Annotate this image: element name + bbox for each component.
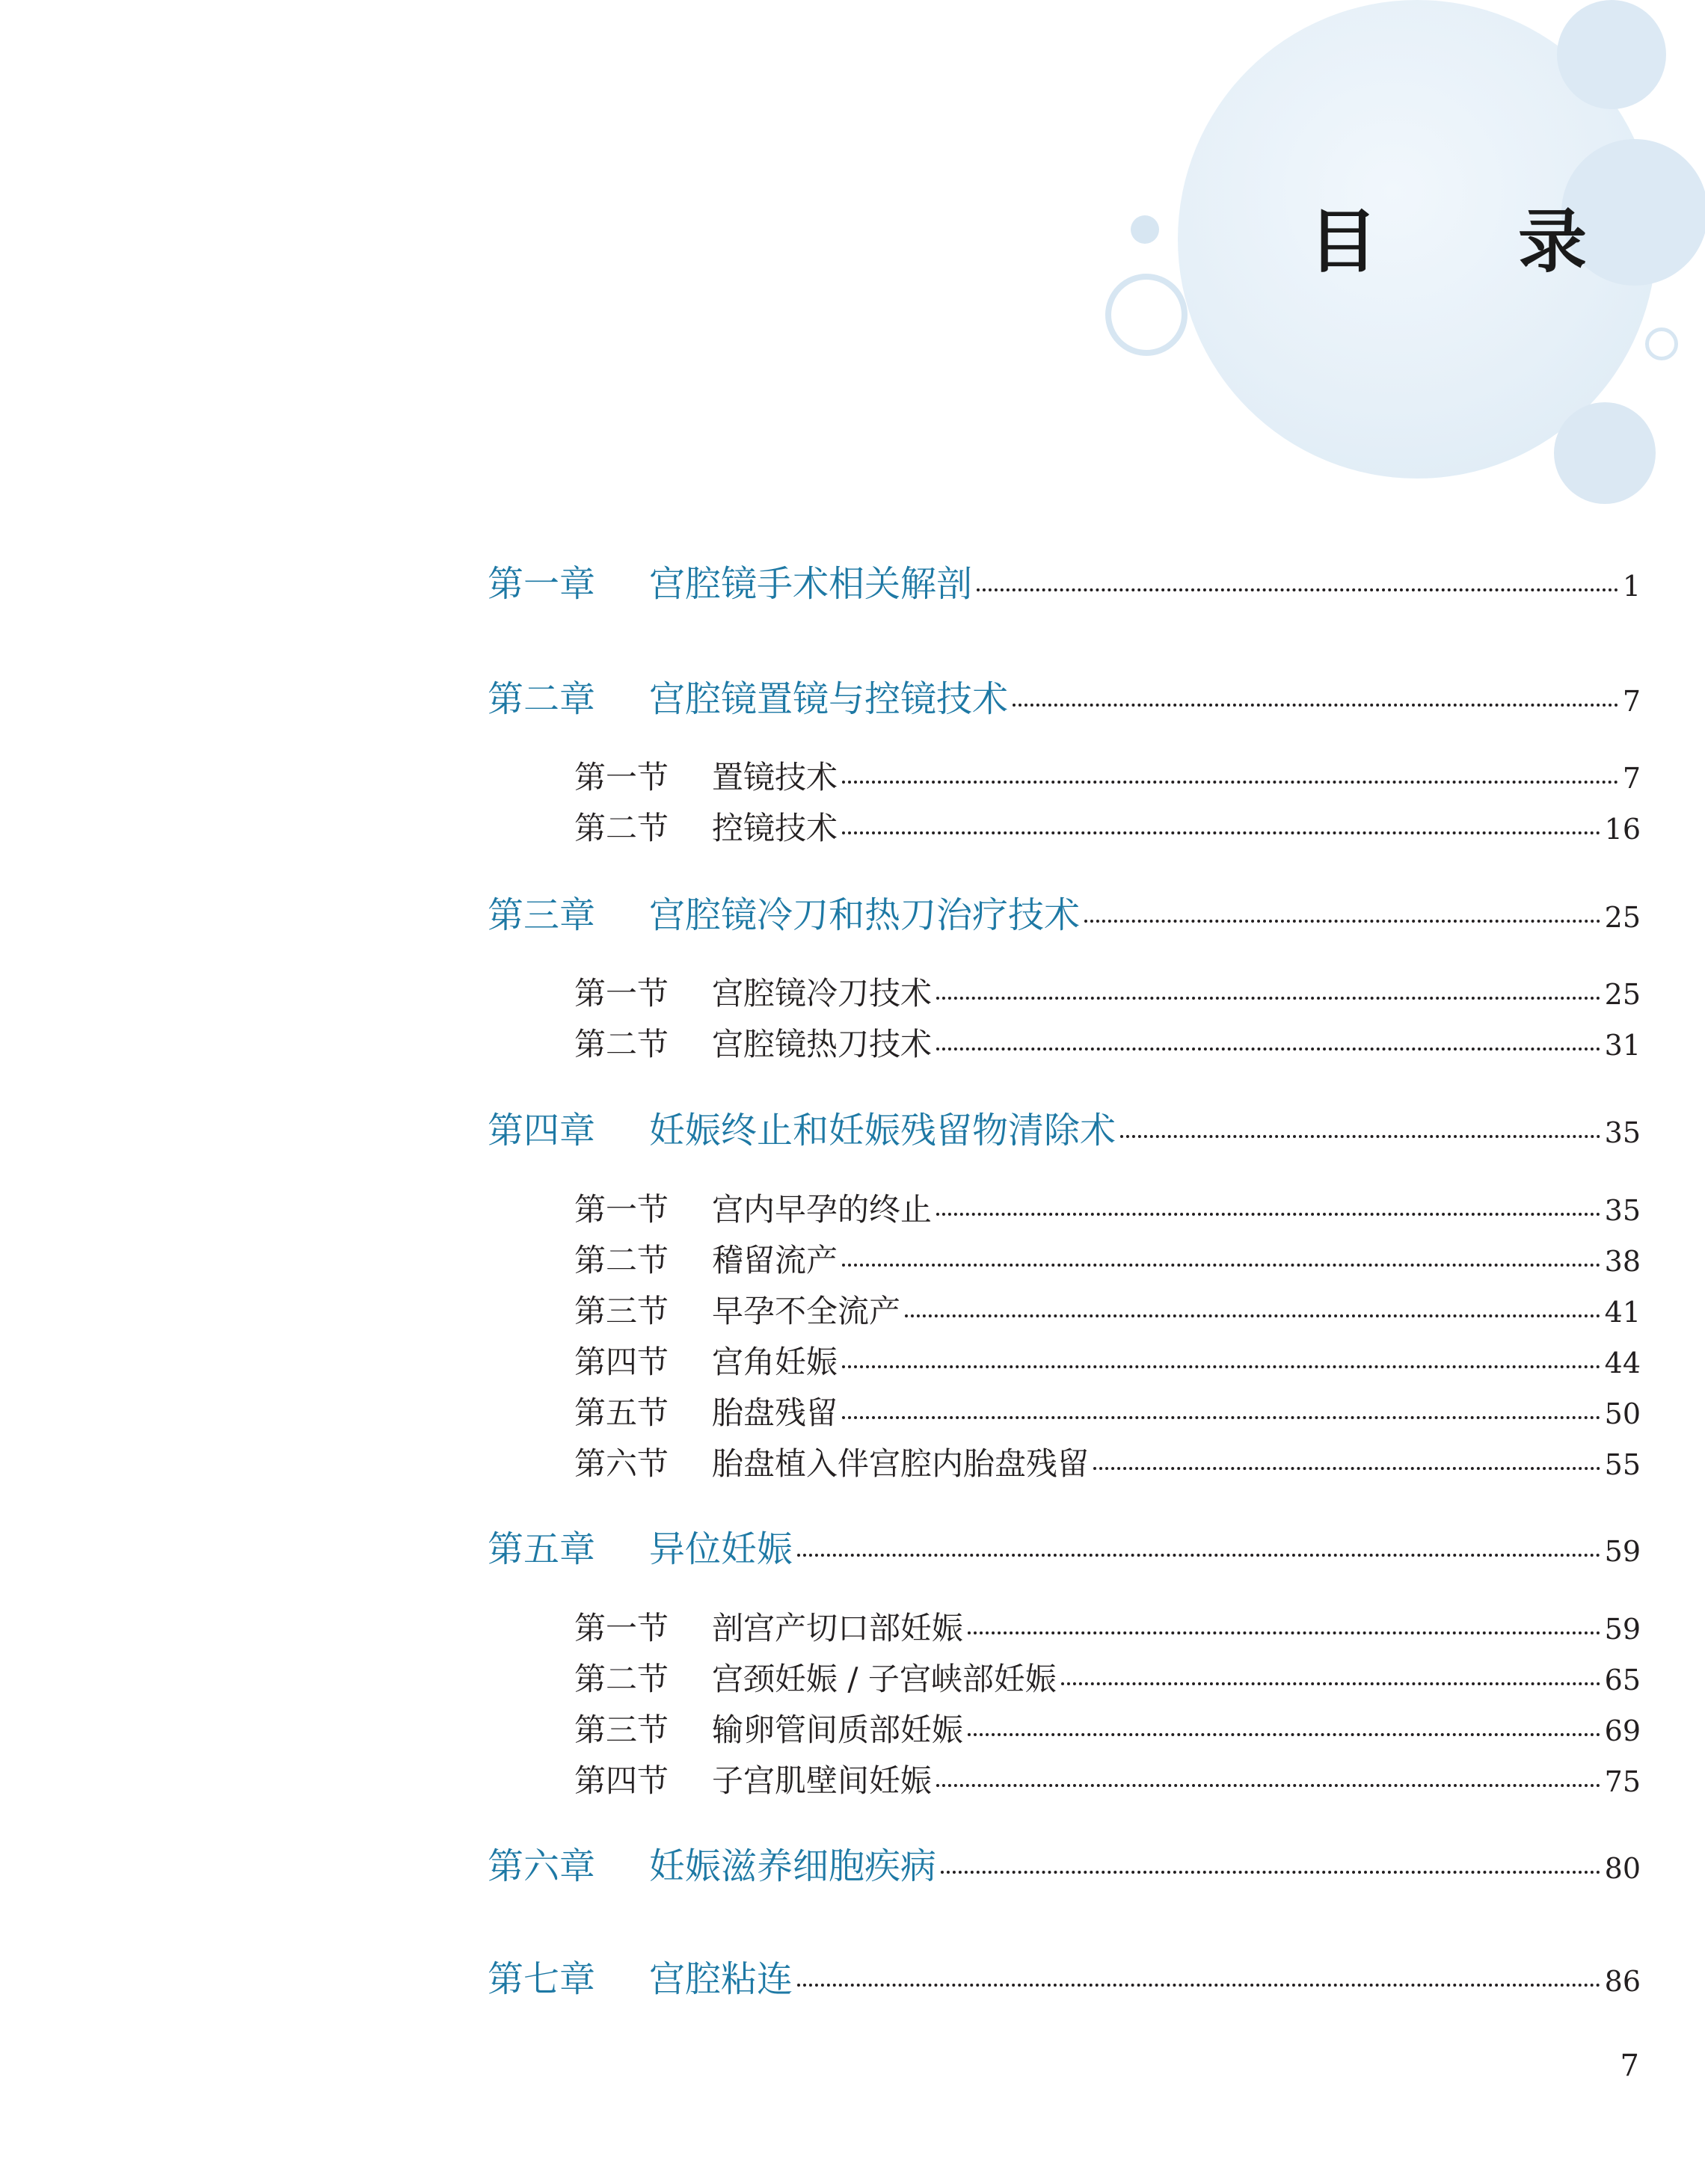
section-title: 剖宫产切口部妊娠 xyxy=(712,1610,964,1646)
dot-leader xyxy=(968,1732,1600,1736)
section-number: 第二节 xyxy=(574,1242,669,1279)
decorative-bubble-lower xyxy=(1554,402,1656,504)
toc-section-entry[interactable] xyxy=(574,1756,1641,1801)
toc-section-entry[interactable] xyxy=(574,1655,1641,1699)
toc-chapter-entry[interactable] xyxy=(488,886,1641,938)
section-number: 第四节 xyxy=(574,1762,669,1799)
toc-section-entry[interactable] xyxy=(574,969,1641,1014)
dot-leader xyxy=(936,996,1600,1000)
entry-page-number: 86 xyxy=(1604,1965,1641,1998)
section-title: 置镜技术 xyxy=(712,759,838,796)
toc-chapter-entry[interactable] xyxy=(488,1101,1641,1153)
section-number: 第一节 xyxy=(574,975,669,1012)
entry-page-number: 59 xyxy=(1604,1535,1641,1568)
section-title: 宫颈妊娠 / 子宫峡部妊娠 xyxy=(712,1661,1057,1697)
entry-page-number: 55 xyxy=(1604,1448,1641,1481)
section-number: 第六节 xyxy=(574,1445,669,1482)
section-title: 宫角妊娠 xyxy=(712,1344,838,1380)
dot-leader xyxy=(1093,1466,1600,1470)
chapter-number: 第四章 xyxy=(488,1110,596,1151)
dot-leader xyxy=(1120,1134,1600,1138)
page-number: 7 xyxy=(1620,2049,1639,2083)
chapter-title: 妊娠滋养细胞疾病 xyxy=(649,1845,937,1887)
entry-page-number: 16 xyxy=(1604,813,1641,846)
dot-leader xyxy=(905,1314,1600,1317)
chapter-title: 宫腔粘连 xyxy=(649,1958,793,2000)
entry-page-number: 75 xyxy=(1604,1765,1641,1798)
toc-chapter-entry[interactable] xyxy=(488,670,1641,722)
dot-leader xyxy=(941,1870,1600,1874)
section-number: 第五节 xyxy=(574,1394,669,1431)
entry-page-number: 69 xyxy=(1604,1714,1641,1747)
decorative-bubble-top xyxy=(1557,0,1666,109)
chapter-number: 第一章 xyxy=(488,563,596,605)
entry-page-number: 59 xyxy=(1604,1613,1641,1646)
page-title: 目 录 xyxy=(1309,202,1646,282)
toc-section-entry[interactable] xyxy=(574,1185,1641,1230)
dot-leader xyxy=(968,1631,1600,1634)
entry-page-number: 7 xyxy=(1622,685,1641,718)
entry-page-number: 50 xyxy=(1604,1397,1641,1430)
entry-page-number: 7 xyxy=(1622,762,1641,795)
chapter-number: 第三章 xyxy=(488,894,596,936)
chapter-title: 宫腔镜冷刀和热刀治疗技术 xyxy=(649,894,1081,936)
chapter-title: 宫腔镜置镜与控镜技术 xyxy=(649,678,1009,720)
section-number: 第二节 xyxy=(574,810,669,846)
dot-leader xyxy=(842,1415,1600,1419)
toc-chapter-entry[interactable] xyxy=(488,555,1641,606)
chapter-title: 宫腔镜手术相关解剖 xyxy=(649,563,973,605)
toc-section-entry[interactable] xyxy=(574,1604,1641,1649)
dot-leader xyxy=(1061,1682,1600,1685)
entry-page-number: 25 xyxy=(1604,978,1641,1011)
decorative-ring xyxy=(1105,274,1188,356)
decorative-bubble-dot xyxy=(1131,215,1159,244)
dot-leader xyxy=(936,1212,1600,1216)
toc-chapter-entry[interactable] xyxy=(488,1520,1641,1572)
chapter-title: 妊娠终止和妊娠残留物清除术 xyxy=(649,1110,1116,1151)
section-title: 宫内早孕的终止 xyxy=(712,1191,933,1228)
section-title: 宫腔镜热刀技术 xyxy=(712,1026,933,1062)
dot-leader xyxy=(842,831,1600,834)
section-title: 胎盘残留 xyxy=(712,1394,838,1431)
toc-section-entry[interactable] xyxy=(574,1338,1641,1382)
chapter-number: 第七章 xyxy=(488,1958,596,2000)
entry-page-number: 41 xyxy=(1604,1296,1641,1329)
section-number: 第二节 xyxy=(574,1661,669,1697)
dot-leader xyxy=(1013,703,1618,707)
toc-section-entry[interactable] xyxy=(574,804,1641,849)
dot-leader xyxy=(797,1553,1600,1557)
section-title: 控镜技术 xyxy=(712,810,838,846)
chapter-number: 第二章 xyxy=(488,678,596,720)
toc-section-entry[interactable] xyxy=(574,1705,1641,1750)
chapter-number: 第六章 xyxy=(488,1845,596,1887)
section-number: 第一节 xyxy=(574,1191,669,1228)
chapter-title: 异位妊娠 xyxy=(649,1528,793,1570)
entry-page-number: 35 xyxy=(1604,1116,1641,1149)
entry-page-number: 44 xyxy=(1604,1347,1641,1379)
entry-page-number: 31 xyxy=(1604,1029,1641,1062)
toc-section-entry[interactable] xyxy=(574,1236,1641,1281)
entry-page-number: 65 xyxy=(1604,1664,1641,1697)
toc-section-entry[interactable] xyxy=(574,1388,1641,1433)
section-title: 输卵管间质部妊娠 xyxy=(712,1711,964,1748)
section-title: 胎盘植入伴宫腔内胎盘残留 xyxy=(712,1445,1090,1482)
entry-page-number: 80 xyxy=(1604,1852,1641,1885)
toc-section-entry[interactable] xyxy=(574,1020,1641,1065)
entry-page-number: 38 xyxy=(1604,1245,1641,1278)
section-number: 第二节 xyxy=(574,1026,669,1062)
dot-leader xyxy=(842,1365,1600,1368)
entry-page-number: 35 xyxy=(1604,1194,1641,1227)
dot-leader xyxy=(842,780,1618,784)
section-title: 子宫肌壁间妊娠 xyxy=(712,1762,933,1799)
toc-section-entry[interactable] xyxy=(574,1287,1641,1332)
dot-leader xyxy=(977,588,1618,591)
dot-leader xyxy=(936,1783,1600,1787)
section-number: 第三节 xyxy=(574,1293,669,1329)
toc-section-entry[interactable] xyxy=(574,1439,1641,1484)
dot-leader xyxy=(842,1263,1600,1267)
dot-leader xyxy=(797,1983,1600,1987)
toc-chapter-entry[interactable] xyxy=(488,1837,1641,1889)
toc-chapter-entry[interactable] xyxy=(488,1950,1641,2002)
section-title: 宫腔镜冷刀技术 xyxy=(712,975,933,1012)
entry-page-number: 1 xyxy=(1622,570,1641,603)
section-number: 第三节 xyxy=(574,1711,669,1748)
section-number: 第一节 xyxy=(574,759,669,796)
section-number: 第一节 xyxy=(574,1610,669,1646)
chapter-number: 第五章 xyxy=(488,1528,596,1570)
section-number: 第四节 xyxy=(574,1344,669,1380)
dot-leader xyxy=(1084,919,1600,923)
section-title: 稽留流产 xyxy=(712,1242,838,1279)
toc-section-entry[interactable] xyxy=(574,753,1641,798)
entry-page-number: 25 xyxy=(1604,901,1641,934)
decorative-small-ring xyxy=(1645,327,1678,360)
section-title: 早孕不全流产 xyxy=(712,1293,901,1329)
dot-leader xyxy=(936,1047,1600,1051)
